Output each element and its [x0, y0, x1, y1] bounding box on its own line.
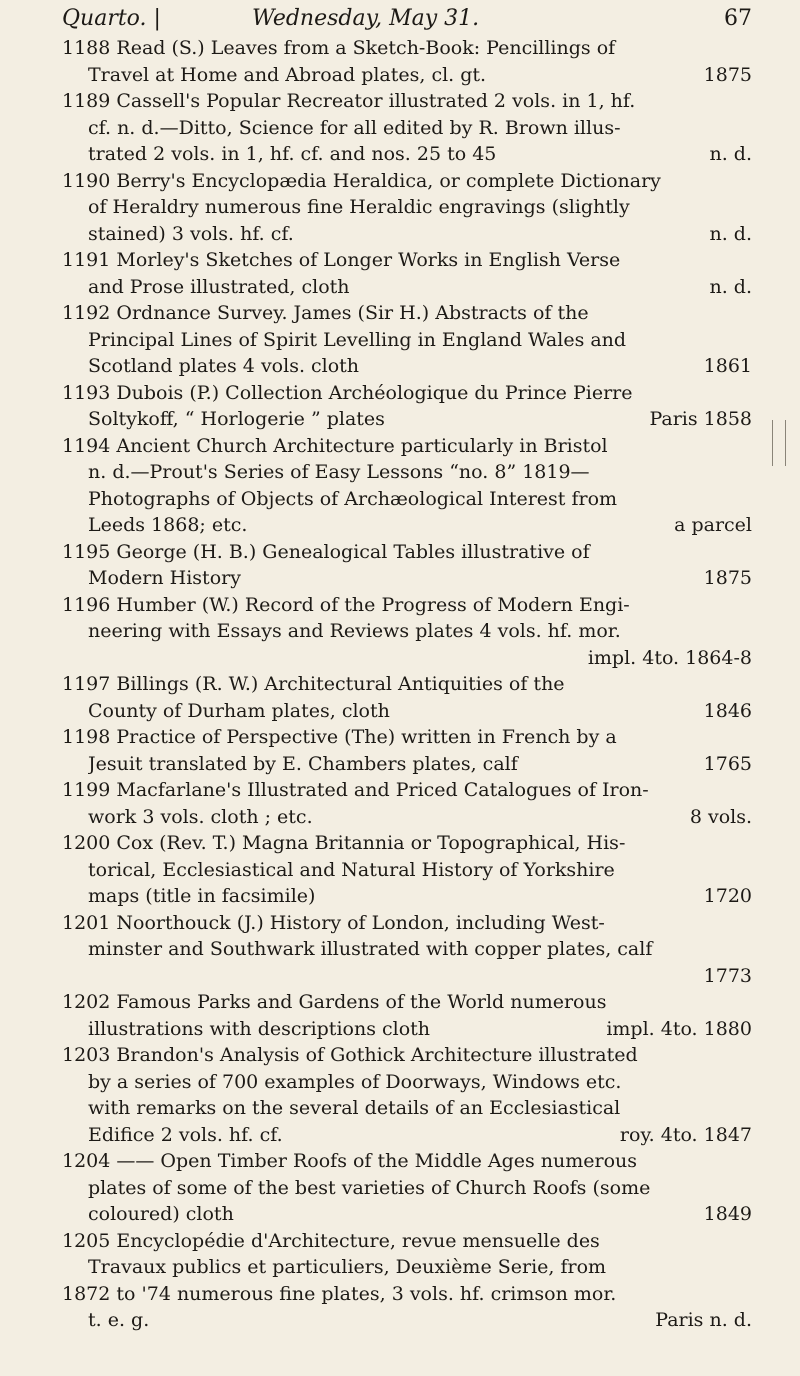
entry-imprint: 1849	[703, 1203, 752, 1225]
entry-imprint: 1861	[703, 355, 752, 377]
entry-text: 1193 Dubois (P.) Collection Archéologique du Prince Pierre	[62, 381, 633, 404]
entry-text: 1191 Morley's Sketches of Longer Works in English Verse	[62, 249, 621, 271]
entry-continuation-line	[88, 1176, 752, 1200]
entry-continuation-line	[88, 1123, 752, 1147]
entry-imprint: Paris 1858	[649, 408, 752, 430]
entry-text: Scotland plates 4 vols. cloth	[88, 355, 360, 377]
entry-text: 1205 Encyclopédie d'Architecture, revue mensuelle des	[62, 1229, 600, 1252]
entry-imprint: Paris n. d.	[655, 1309, 752, 1331]
entry-text: plates of some of the best varieties of Church Roofs (some	[88, 1176, 651, 1199]
entry-imprint: n. d.	[709, 275, 752, 298]
entry-text: with remarks on the several details of an Ecclesiastical	[88, 1097, 621, 1119]
margin-bracket-mark	[772, 420, 786, 466]
entry-text: stained) 3 vols. hf. cf.	[88, 222, 294, 245]
entry-imprint: 1720	[703, 885, 752, 907]
entry-text: 1196 Humber (W.) Record of the Progress of Modern Engi-	[62, 593, 630, 616]
entry-text: 1190 Berry's Encyclopædia Heraldica, or complete Dictionary	[62, 169, 661, 192]
entry-text: Soltykoff, “ Horlogerie ” plates	[88, 408, 385, 430]
entry-text: cf. n. d.—Ditto, Science for all edited by R. Brown illus-	[88, 116, 621, 139]
entry-imprint: n. d.	[709, 143, 752, 165]
page-number: 67	[724, 6, 752, 31]
page-header	[62, 6, 752, 36]
entry-first-line	[62, 725, 752, 749]
entry-continuation-line	[88, 275, 752, 299]
header-date: Wednesday, May 31.	[252, 6, 480, 31]
entry-imprint: n. d.	[709, 222, 752, 245]
entry-continuation-line	[88, 513, 752, 537]
entry-continuation-line	[88, 566, 752, 590]
entry-first-line	[62, 1229, 752, 1253]
entry-continuation-line	[88, 1070, 752, 1094]
entry-continuation-line	[88, 858, 752, 882]
entry-text: illustrations with descriptions cloth	[88, 1017, 431, 1040]
entry-imprint: a parcel	[674, 514, 752, 536]
entry-imprint: 1846	[703, 699, 752, 722]
entry-continuation-line	[88, 1202, 752, 1226]
entry-imprint: 1765	[703, 752, 752, 775]
entry-first-line	[62, 89, 752, 113]
entry-imprint: 1875	[703, 63, 752, 86]
entry-text: by a series of 700 examples of Doorways, Windows etc.	[88, 1070, 622, 1093]
entry-text: and Prose illustrated, cloth	[88, 275, 350, 298]
entry-text: Edifice 2 vols. hf. cf.	[88, 1123, 283, 1146]
entry-continuation-line	[88, 1096, 752, 1120]
entry-continuation-line	[88, 487, 752, 511]
entry-text: work 3 vols. cloth ; etc.	[88, 805, 313, 828]
entry-continuation-line	[88, 1255, 752, 1279]
entry-text: Principal Lines of Spirit Levelling in England Wales and	[88, 328, 627, 351]
entry-first-line	[62, 593, 752, 617]
entry-first-line	[62, 1043, 752, 1067]
entry-first-line	[62, 36, 752, 60]
entry-text: 1872 to '74 numerous fine plates, 3 vols. hf. crimson mor.	[62, 1282, 617, 1305]
entry-imprint: 8 vols.	[689, 805, 752, 828]
entry-text: Photographs of Objects of Archæological Interest from	[88, 487, 618, 510]
entry-continuation-line	[88, 328, 752, 352]
entry-text: 1199 Macfarlane's Illustrated and Priced Catalogues of Iron-	[62, 779, 649, 801]
entry-text: Jesuit translated by E. Chambers plates, calf	[88, 752, 518, 775]
entry-text: n. d.—Prout's Series of Easy Lessons “no. 8” 1819—	[88, 461, 590, 483]
entry-text: Modern History	[88, 567, 241, 589]
entry-text: Travel at Home and Abroad plates, cl. gt.	[88, 63, 487, 86]
entry-text: 1194 Ancient Church Architecture particularly in Bristol	[62, 434, 608, 457]
entry-continuation-line	[88, 116, 752, 140]
entry-continuation-line	[88, 619, 752, 643]
entry-first-line	[62, 1149, 752, 1173]
entry-text: 1201 Noorthouck (J.) History of London, including West-	[62, 911, 605, 934]
entry-imprint: 1773	[703, 964, 752, 987]
entry-first-line	[62, 434, 752, 458]
entry-continuation-line	[88, 142, 752, 166]
entry-continuation-line	[88, 805, 752, 829]
entry-text: County of Durham plates, cloth	[88, 699, 390, 722]
entry-text: neering with Essays and Reviews plates 4 vols. hf. mor.	[88, 620, 621, 642]
entry-first-line	[62, 248, 752, 272]
entry-continuation-line	[88, 937, 752, 961]
entry-text: torical, Ecclesiastical and Natural History of Yorkshire	[88, 858, 615, 881]
entry-continuation-line	[88, 63, 752, 87]
entry-text: 1203 Brandon's Analysis of Gothick Architecture illustrated	[62, 1044, 638, 1066]
entry-first-line	[62, 672, 752, 696]
entry-continuation-line	[88, 752, 752, 776]
entry-continuation-line	[88, 884, 752, 908]
entry-first-line	[62, 301, 752, 325]
entry-text: 1200 Cox (Rev. T.) Magna Britannia or Topographical, His-	[62, 832, 626, 854]
entry-first-line	[62, 1282, 752, 1306]
entry-continuation-line	[88, 646, 752, 670]
entry-continuation-line	[88, 195, 752, 219]
entry-text: trated 2 vols. in 1, hf. cf. and nos. 25 to 45	[88, 143, 497, 165]
entry-continuation-line	[88, 407, 752, 431]
entry-text: t. e. g.	[88, 1309, 150, 1331]
entry-continuation-line	[88, 699, 752, 723]
entry-first-line	[62, 778, 752, 802]
entry-text: 1197 Billings (R. W.) Architectural Antiquities of the	[62, 673, 565, 695]
entry-text: 1198 Practice of Perspective (The) written in French by a	[62, 726, 617, 748]
entry-imprint: 1875	[703, 567, 752, 589]
entry-text: 1192 Ordnance Survey. James (Sir H.) Abstracts of the	[62, 302, 589, 324]
entry-text: Travaux publics et particuliers, Deuxième Serie, from	[88, 1256, 607, 1278]
entry-text: 1188 Read (S.) Leaves from a Sketch-Book: Pencillings of	[62, 37, 616, 59]
entry-text: Leeds 1868; etc.	[88, 514, 248, 536]
entry-text: maps (title in facsimile)	[88, 885, 316, 907]
entry-first-line	[62, 990, 752, 1014]
entry-imprint: roy. 4to. 1847	[619, 1123, 752, 1146]
entry-first-line	[62, 831, 752, 855]
entry-continuation-line	[88, 964, 752, 988]
entry-text: 1204 —— Open Timber Roofs of the Middle Ages numerous	[62, 1150, 638, 1172]
entry-continuation-line	[88, 1308, 752, 1332]
entry-text: coloured) cloth	[88, 1203, 234, 1225]
header-format: Quarto. |	[62, 6, 161, 31]
entry-continuation-line	[88, 460, 752, 484]
entry-first-line	[62, 381, 752, 405]
entry-text: 1189 Cassell's Popular Recreator illustrated 2 vols. in 1, hf.	[62, 90, 636, 112]
entry-first-line	[62, 540, 752, 564]
entry-text: 1202 Famous Parks and Gardens of the World numerous	[62, 991, 607, 1013]
entry-imprint: impl. 4to. 1880	[606, 1017, 752, 1040]
entry-imprint: impl. 4to. 1864-8	[587, 646, 752, 669]
entry-continuation-line	[88, 1017, 752, 1041]
entry-text: minster and Southwark illustrated with copper plates, calf	[88, 938, 653, 960]
entry-text: 1195 George (H. B.) Genealogical Tables illustrative of	[62, 540, 590, 563]
entry-text: of Heraldry numerous fine Heraldic engravings (slightly	[88, 196, 630, 218]
entry-continuation-line	[88, 222, 752, 246]
entry-first-line	[62, 169, 752, 193]
entry-continuation-line	[88, 354, 752, 378]
entry-first-line	[62, 911, 752, 935]
